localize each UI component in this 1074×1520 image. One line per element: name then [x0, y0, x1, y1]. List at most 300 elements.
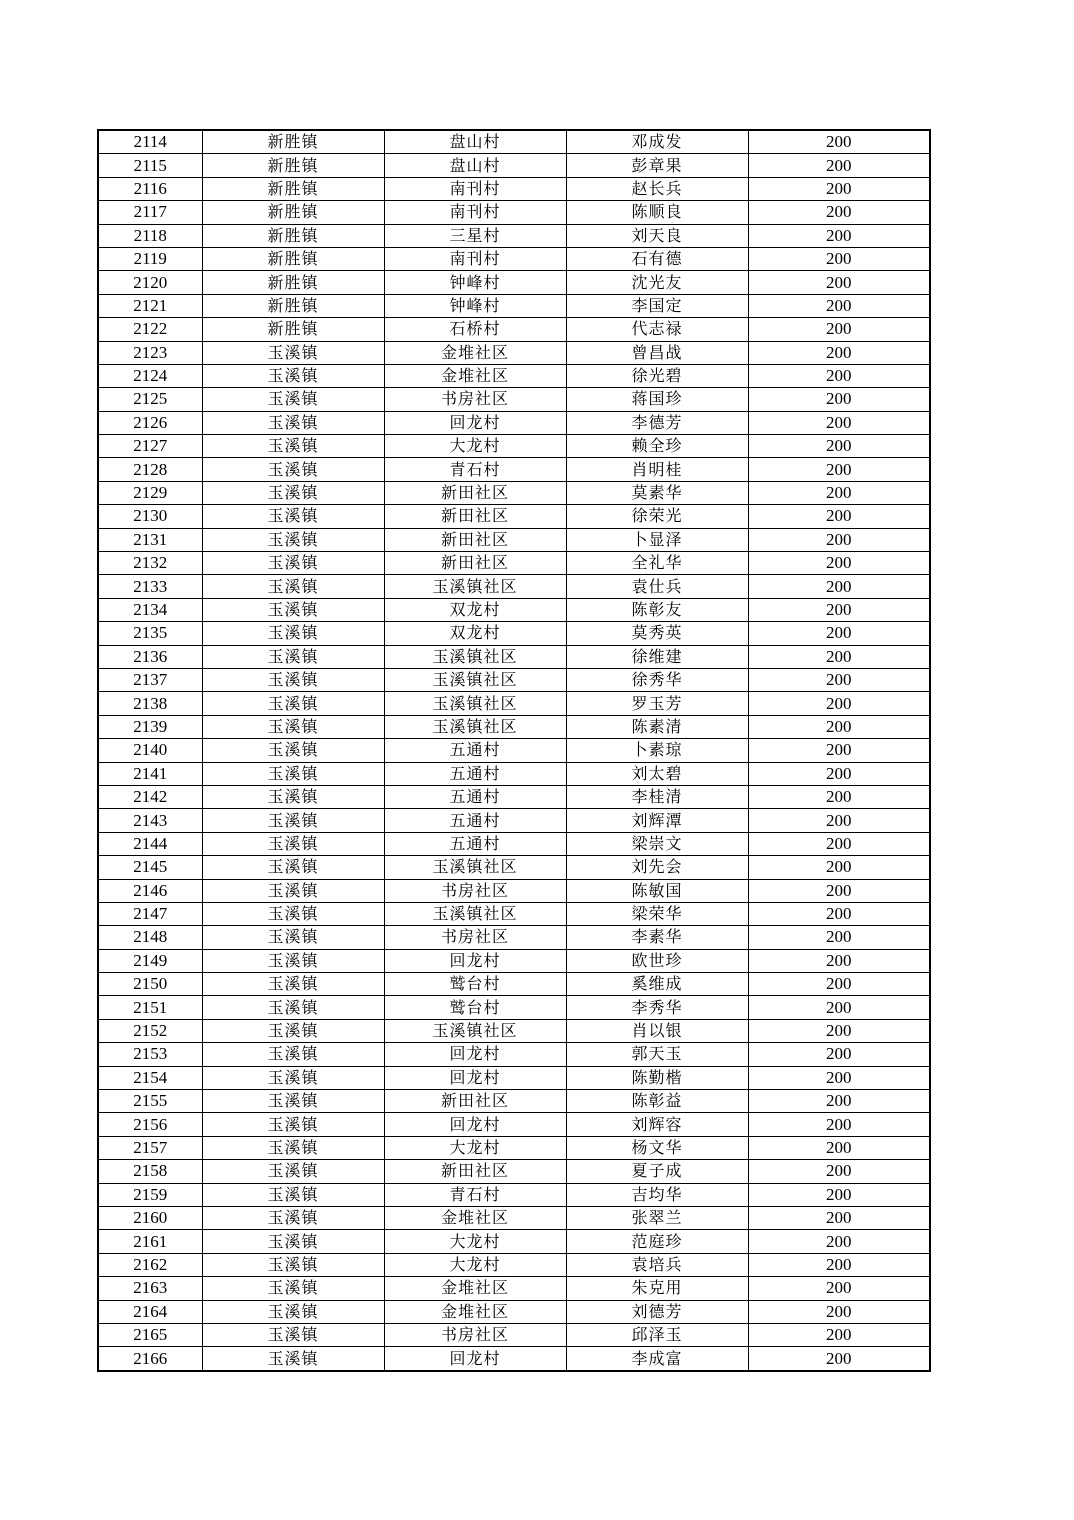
row-number-cell: 2127 — [98, 435, 202, 458]
village-cell: 盘山村 — [384, 154, 566, 177]
table-row — [98, 388, 930, 411]
table-row — [98, 505, 930, 528]
table-row — [98, 996, 930, 1019]
row-number-cell: 2135 — [98, 622, 202, 645]
row-number-cell: 2160 — [98, 1206, 202, 1229]
amount-cell: 200 — [748, 692, 930, 715]
amount-cell: 200 — [748, 902, 930, 925]
table-row — [98, 926, 930, 949]
village-cell: 金堆社区 — [384, 364, 566, 387]
table-row — [98, 1300, 930, 1323]
amount-cell: 200 — [748, 739, 930, 762]
town-cell: 玉溪镇 — [202, 809, 384, 832]
table-row — [98, 552, 930, 575]
table-row — [98, 1043, 930, 1066]
amount-cell: 200 — [748, 668, 930, 691]
town-cell: 玉溪镇 — [202, 902, 384, 925]
row-number-cell: 2165 — [98, 1323, 202, 1346]
amount-cell: 200 — [748, 271, 930, 294]
village-cell: 回龙村 — [384, 1347, 566, 1371]
row-number-cell: 2133 — [98, 575, 202, 598]
amount-cell: 200 — [748, 1323, 930, 1346]
table-row — [98, 622, 930, 645]
village-cell: 新田社区 — [384, 528, 566, 551]
amount-cell: 200 — [748, 154, 930, 177]
row-number-cell: 2122 — [98, 318, 202, 341]
row-number-cell: 2158 — [98, 1160, 202, 1183]
row-number-cell: 2114 — [98, 130, 202, 154]
village-cell: 新田社区 — [384, 481, 566, 504]
village-cell: 鹫台村 — [384, 973, 566, 996]
table-row — [98, 1230, 930, 1253]
row-number-cell: 2162 — [98, 1253, 202, 1276]
village-cell: 钟峰村 — [384, 271, 566, 294]
amount-cell: 200 — [748, 177, 930, 200]
village-cell: 金堆社区 — [384, 1206, 566, 1229]
name-cell: 彭章果 — [566, 154, 748, 177]
name-cell: 刘先会 — [566, 856, 748, 879]
name-cell: 沈光友 — [566, 271, 748, 294]
name-cell: 莫素华 — [566, 481, 748, 504]
table-row — [98, 1206, 930, 1229]
town-cell: 新胜镇 — [202, 247, 384, 270]
village-cell: 青石村 — [384, 1183, 566, 1206]
row-number-cell: 2164 — [98, 1300, 202, 1323]
amount-cell: 200 — [748, 201, 930, 224]
village-cell: 石桥村 — [384, 318, 566, 341]
amount-cell: 200 — [748, 505, 930, 528]
name-cell: 陈彰益 — [566, 1090, 748, 1113]
town-cell: 玉溪镇 — [202, 996, 384, 1019]
amount-cell: 200 — [748, 1230, 930, 1253]
town-cell: 玉溪镇 — [202, 1347, 384, 1371]
table-row — [98, 411, 930, 434]
table-row — [98, 949, 930, 972]
village-cell: 南刊村 — [384, 177, 566, 200]
name-cell: 邱泽玉 — [566, 1323, 748, 1346]
name-cell: 卜显泽 — [566, 528, 748, 551]
row-number-cell: 2153 — [98, 1043, 202, 1066]
name-cell: 李素华 — [566, 926, 748, 949]
amount-cell: 200 — [748, 481, 930, 504]
village-cell: 南刊村 — [384, 247, 566, 270]
row-number-cell: 2163 — [98, 1277, 202, 1300]
amount-cell: 200 — [748, 411, 930, 434]
village-cell: 大龙村 — [384, 1253, 566, 1276]
row-number-cell: 2147 — [98, 902, 202, 925]
name-cell: 罗玉芳 — [566, 692, 748, 715]
name-cell: 莫秀英 — [566, 622, 748, 645]
name-cell: 陈顺良 — [566, 201, 748, 224]
table-row — [98, 318, 930, 341]
table-row — [98, 341, 930, 364]
name-cell: 张翠兰 — [566, 1206, 748, 1229]
name-cell: 刘天良 — [566, 224, 748, 247]
town-cell: 玉溪镇 — [202, 528, 384, 551]
row-number-cell: 2144 — [98, 832, 202, 855]
table-row — [98, 668, 930, 691]
row-number-cell: 2143 — [98, 809, 202, 832]
village-cell: 三星村 — [384, 224, 566, 247]
row-number-cell: 2146 — [98, 879, 202, 902]
table-row — [98, 809, 930, 832]
row-number-cell: 2129 — [98, 481, 202, 504]
table-row — [98, 1019, 930, 1042]
town-cell: 玉溪镇 — [202, 1113, 384, 1136]
name-cell: 陈敏国 — [566, 879, 748, 902]
row-number-cell: 2117 — [98, 201, 202, 224]
amount-cell: 200 — [748, 1253, 930, 1276]
name-cell: 徐秀华 — [566, 668, 748, 691]
row-number-cell: 2115 — [98, 154, 202, 177]
table-row — [98, 598, 930, 621]
village-cell: 钟峰村 — [384, 294, 566, 317]
name-cell: 刘辉容 — [566, 1113, 748, 1136]
name-cell: 邓成发 — [566, 130, 748, 154]
table-row — [98, 902, 930, 925]
name-cell: 欧世珍 — [566, 949, 748, 972]
village-cell: 玉溪镇社区 — [384, 645, 566, 668]
name-cell: 李国定 — [566, 294, 748, 317]
village-cell: 五通村 — [384, 762, 566, 785]
village-cell: 金堆社区 — [384, 341, 566, 364]
amount-cell: 200 — [748, 1136, 930, 1159]
row-number-cell: 2132 — [98, 552, 202, 575]
village-cell: 南刊村 — [384, 201, 566, 224]
town-cell: 新胜镇 — [202, 130, 384, 154]
row-number-cell: 2145 — [98, 856, 202, 879]
table-row — [98, 364, 930, 387]
table-row — [98, 715, 930, 738]
amount-cell: 200 — [748, 1160, 930, 1183]
village-cell: 新田社区 — [384, 505, 566, 528]
row-number-cell: 2121 — [98, 294, 202, 317]
name-cell: 袁培兵 — [566, 1253, 748, 1276]
village-cell: 玉溪镇社区 — [384, 1019, 566, 1042]
town-cell: 玉溪镇 — [202, 739, 384, 762]
village-cell: 青石村 — [384, 458, 566, 481]
row-number-cell: 2155 — [98, 1090, 202, 1113]
village-cell: 大龙村 — [384, 1136, 566, 1159]
table-row — [98, 879, 930, 902]
roster-table-body — [98, 130, 930, 1371]
row-number-cell: 2123 — [98, 341, 202, 364]
village-cell: 回龙村 — [384, 1043, 566, 1066]
name-cell: 蒋国珍 — [566, 388, 748, 411]
name-cell: 梁荣华 — [566, 902, 748, 925]
town-cell: 玉溪镇 — [202, 1206, 384, 1229]
town-cell: 玉溪镇 — [202, 364, 384, 387]
name-cell: 吉均华 — [566, 1183, 748, 1206]
row-number-cell: 2137 — [98, 668, 202, 691]
name-cell: 李德芳 — [566, 411, 748, 434]
row-number-cell: 2128 — [98, 458, 202, 481]
amount-cell: 200 — [748, 294, 930, 317]
amount-cell: 200 — [748, 832, 930, 855]
amount-cell: 200 — [748, 1277, 930, 1300]
name-cell: 刘太碧 — [566, 762, 748, 785]
town-cell: 玉溪镇 — [202, 1136, 384, 1159]
amount-cell: 200 — [748, 1113, 930, 1136]
village-cell: 书房社区 — [384, 926, 566, 949]
amount-cell: 200 — [748, 996, 930, 1019]
amount-cell: 200 — [748, 552, 930, 575]
row-number-cell: 2134 — [98, 598, 202, 621]
town-cell: 玉溪镇 — [202, 435, 384, 458]
table-row — [98, 762, 930, 785]
amount-cell: 200 — [748, 622, 930, 645]
village-cell: 回龙村 — [384, 1113, 566, 1136]
table-row — [98, 856, 930, 879]
table-row — [98, 1253, 930, 1276]
table-row — [98, 224, 930, 247]
town-cell: 玉溪镇 — [202, 1019, 384, 1042]
village-cell: 新田社区 — [384, 1160, 566, 1183]
amount-cell: 200 — [748, 1183, 930, 1206]
amount-cell: 200 — [748, 364, 930, 387]
table-row — [98, 1136, 930, 1159]
village-cell: 双龙村 — [384, 598, 566, 621]
name-cell: 杨文华 — [566, 1136, 748, 1159]
town-cell: 玉溪镇 — [202, 668, 384, 691]
town-cell: 玉溪镇 — [202, 552, 384, 575]
name-cell: 李桂清 — [566, 785, 748, 808]
town-cell: 玉溪镇 — [202, 598, 384, 621]
village-cell: 玉溪镇社区 — [384, 902, 566, 925]
table-row — [98, 785, 930, 808]
town-cell: 新胜镇 — [202, 201, 384, 224]
village-cell: 新田社区 — [384, 1090, 566, 1113]
town-cell: 玉溪镇 — [202, 762, 384, 785]
village-cell: 回龙村 — [384, 411, 566, 434]
village-cell: 五通村 — [384, 832, 566, 855]
village-cell: 双龙村 — [384, 622, 566, 645]
table-row — [98, 130, 930, 154]
amount-cell: 200 — [748, 1090, 930, 1113]
table-row — [98, 1183, 930, 1206]
village-cell: 五通村 — [384, 739, 566, 762]
row-number-cell: 2152 — [98, 1019, 202, 1042]
village-cell: 玉溪镇社区 — [384, 856, 566, 879]
village-cell: 五通村 — [384, 809, 566, 832]
table-row — [98, 271, 930, 294]
town-cell: 新胜镇 — [202, 177, 384, 200]
table-row — [98, 1090, 930, 1113]
row-number-cell: 2126 — [98, 411, 202, 434]
row-number-cell: 2120 — [98, 271, 202, 294]
name-cell: 石有德 — [566, 247, 748, 270]
town-cell: 玉溪镇 — [202, 879, 384, 902]
row-number-cell: 2119 — [98, 247, 202, 270]
row-number-cell: 2131 — [98, 528, 202, 551]
amount-cell: 200 — [748, 785, 930, 808]
table-row — [98, 1160, 930, 1183]
town-cell: 玉溪镇 — [202, 1300, 384, 1323]
row-number-cell: 2136 — [98, 645, 202, 668]
amount-cell: 200 — [748, 926, 930, 949]
name-cell: 夏子成 — [566, 1160, 748, 1183]
row-number-cell: 2150 — [98, 973, 202, 996]
village-cell: 大龙村 — [384, 435, 566, 458]
amount-cell: 200 — [748, 1300, 930, 1323]
town-cell: 玉溪镇 — [202, 832, 384, 855]
name-cell: 赖全珍 — [566, 435, 748, 458]
name-cell: 袁仕兵 — [566, 575, 748, 598]
name-cell: 奚维成 — [566, 973, 748, 996]
table-row — [98, 692, 930, 715]
table-row — [98, 1066, 930, 1089]
amount-cell: 200 — [748, 879, 930, 902]
name-cell: 徐维建 — [566, 645, 748, 668]
amount-cell: 200 — [748, 762, 930, 785]
town-cell: 玉溪镇 — [202, 645, 384, 668]
roster-table — [97, 129, 931, 1372]
name-cell: 朱克用 — [566, 1277, 748, 1300]
table-row — [98, 528, 930, 551]
town-cell: 玉溪镇 — [202, 622, 384, 645]
table-row — [98, 645, 930, 668]
town-cell: 玉溪镇 — [202, 1323, 384, 1346]
town-cell: 新胜镇 — [202, 318, 384, 341]
amount-cell: 200 — [748, 247, 930, 270]
table-row — [98, 973, 930, 996]
village-cell: 鹫台村 — [384, 996, 566, 1019]
row-number-cell: 2142 — [98, 785, 202, 808]
village-cell: 大龙村 — [384, 1230, 566, 1253]
name-cell: 卜素琼 — [566, 739, 748, 762]
name-cell: 曾昌战 — [566, 341, 748, 364]
name-cell: 赵长兵 — [566, 177, 748, 200]
table-row — [98, 832, 930, 855]
table-row — [98, 201, 930, 224]
town-cell: 玉溪镇 — [202, 388, 384, 411]
amount-cell: 200 — [748, 856, 930, 879]
village-cell: 五通村 — [384, 785, 566, 808]
village-cell: 玉溪镇社区 — [384, 715, 566, 738]
name-cell: 梁崇文 — [566, 832, 748, 855]
table-row — [98, 1323, 930, 1346]
amount-cell: 200 — [748, 1066, 930, 1089]
name-cell: 刘辉潭 — [566, 809, 748, 832]
name-cell: 李成富 — [566, 1347, 748, 1371]
table-row — [98, 1113, 930, 1136]
amount-cell: 200 — [748, 458, 930, 481]
amount-cell: 200 — [748, 973, 930, 996]
amount-cell: 200 — [748, 341, 930, 364]
village-cell: 回龙村 — [384, 1066, 566, 1089]
town-cell: 新胜镇 — [202, 154, 384, 177]
table-row — [98, 481, 930, 504]
town-cell: 玉溪镇 — [202, 715, 384, 738]
town-cell: 玉溪镇 — [202, 411, 384, 434]
amount-cell: 200 — [748, 715, 930, 738]
town-cell: 玉溪镇 — [202, 973, 384, 996]
town-cell: 新胜镇 — [202, 271, 384, 294]
village-cell: 玉溪镇社区 — [384, 668, 566, 691]
name-cell: 肖以银 — [566, 1019, 748, 1042]
amount-cell: 200 — [748, 809, 930, 832]
village-cell: 书房社区 — [384, 388, 566, 411]
name-cell: 陈勤楷 — [566, 1066, 748, 1089]
table-row — [98, 458, 930, 481]
town-cell: 玉溪镇 — [202, 692, 384, 715]
village-cell: 回龙村 — [384, 949, 566, 972]
table-row — [98, 177, 930, 200]
town-cell: 玉溪镇 — [202, 1183, 384, 1206]
town-cell: 玉溪镇 — [202, 341, 384, 364]
amount-cell: 200 — [748, 224, 930, 247]
village-cell: 金堆社区 — [384, 1300, 566, 1323]
amount-cell: 200 — [748, 645, 930, 668]
row-number-cell: 2149 — [98, 949, 202, 972]
row-number-cell: 2130 — [98, 505, 202, 528]
table-row — [98, 247, 930, 270]
table-row — [98, 739, 930, 762]
village-cell: 新田社区 — [384, 552, 566, 575]
row-number-cell: 2159 — [98, 1183, 202, 1206]
village-cell: 金堆社区 — [384, 1277, 566, 1300]
name-cell: 徐荣光 — [566, 505, 748, 528]
village-cell: 玉溪镇社区 — [384, 575, 566, 598]
table-row — [98, 1347, 930, 1371]
row-number-cell: 2141 — [98, 762, 202, 785]
name-cell: 肖明桂 — [566, 458, 748, 481]
amount-cell: 200 — [748, 1206, 930, 1229]
table-row — [98, 575, 930, 598]
amount-cell: 200 — [748, 130, 930, 154]
name-cell: 陈彰友 — [566, 598, 748, 621]
table-row — [98, 154, 930, 177]
amount-cell: 200 — [748, 318, 930, 341]
row-number-cell: 2148 — [98, 926, 202, 949]
town-cell: 玉溪镇 — [202, 1160, 384, 1183]
village-cell: 盘山村 — [384, 130, 566, 154]
row-number-cell: 2157 — [98, 1136, 202, 1159]
town-cell: 玉溪镇 — [202, 949, 384, 972]
name-cell: 全礼华 — [566, 552, 748, 575]
village-cell: 书房社区 — [384, 1323, 566, 1346]
town-cell: 玉溪镇 — [202, 856, 384, 879]
name-cell: 陈素清 — [566, 715, 748, 738]
town-cell: 玉溪镇 — [202, 926, 384, 949]
amount-cell: 200 — [748, 528, 930, 551]
row-number-cell: 2116 — [98, 177, 202, 200]
amount-cell: 200 — [748, 435, 930, 458]
amount-cell: 200 — [748, 1043, 930, 1066]
row-number-cell: 2154 — [98, 1066, 202, 1089]
row-number-cell: 2140 — [98, 739, 202, 762]
town-cell: 玉溪镇 — [202, 505, 384, 528]
name-cell: 代志禄 — [566, 318, 748, 341]
table-row — [98, 435, 930, 458]
amount-cell: 200 — [748, 598, 930, 621]
amount-cell: 200 — [748, 1347, 930, 1371]
name-cell: 徐光碧 — [566, 364, 748, 387]
row-number-cell: 2139 — [98, 715, 202, 738]
town-cell: 玉溪镇 — [202, 785, 384, 808]
amount-cell: 200 — [748, 1019, 930, 1042]
row-number-cell: 2138 — [98, 692, 202, 715]
town-cell: 玉溪镇 — [202, 1090, 384, 1113]
town-cell: 玉溪镇 — [202, 1043, 384, 1066]
town-cell: 玉溪镇 — [202, 481, 384, 504]
name-cell: 刘德芳 — [566, 1300, 748, 1323]
town-cell: 玉溪镇 — [202, 1277, 384, 1300]
row-number-cell: 2124 — [98, 364, 202, 387]
row-number-cell: 2125 — [98, 388, 202, 411]
town-cell: 新胜镇 — [202, 294, 384, 317]
town-cell: 玉溪镇 — [202, 1253, 384, 1276]
